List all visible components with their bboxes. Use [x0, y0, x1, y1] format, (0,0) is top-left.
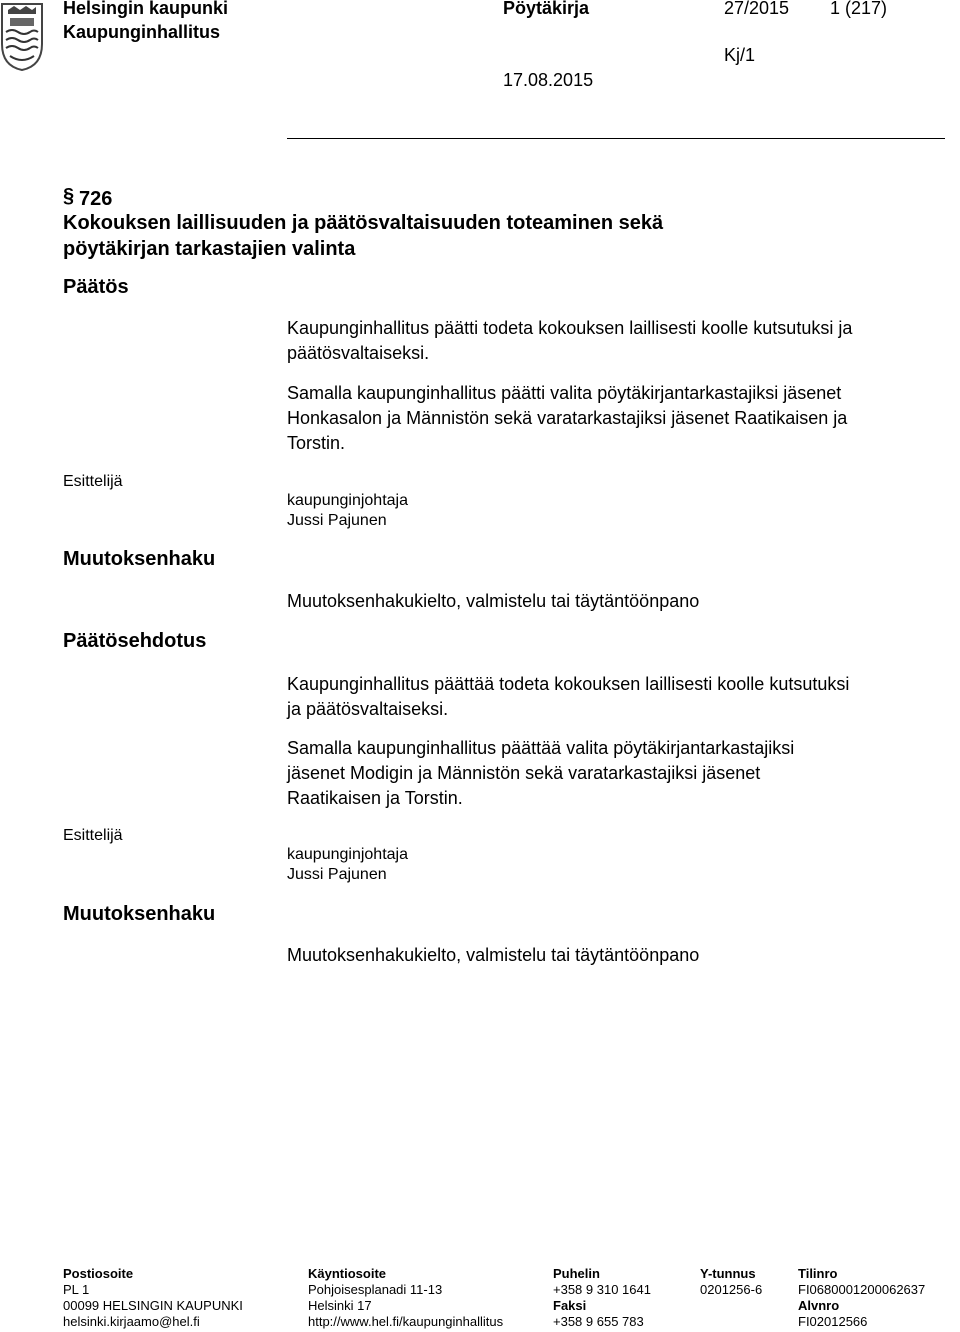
city-crest-logo [0, 0, 44, 72]
item-title-line1: Kokouksen laillisuuden ja päätösvaltaisuuden toteaminen sekä [63, 212, 664, 234]
footer-vat-number: FI02012566 [798, 1314, 868, 1329]
decision-para2-line2: Honkasalon ja Männistön sekä varatarkastajiksi jäsenet Raatikaisen ja [287, 408, 848, 428]
section-mark-icon: § [63, 185, 75, 207]
footer-phone-number: +358 9 310 1641 [553, 1282, 651, 1297]
decision-appeal-label: Muutoksenhaku [63, 548, 216, 570]
proposal-para2-line2: jäsenet Modigin ja Männistön sekä varatarkastajiksi jäsenet [287, 763, 761, 783]
footer-postal-line2: 00099 HELSINGIN KAUPUNKI [63, 1298, 243, 1313]
footer-account-number: FI0680001200062637 [798, 1282, 926, 1297]
decision-para2-line1: Samalla kaupunginhallitus päätti valita pöytäkirjantarkastajiksi jäsenet [287, 383, 842, 403]
footer-postal-heading: Postiosoite [63, 1266, 134, 1281]
footer-vat-heading: Alvnro [798, 1298, 840, 1313]
decision-para1-line1: Kaupunginhallitus päätti todeta kokouksen laillisesti koolle kutsutuksi ja [287, 318, 853, 338]
proposal-presenter-name: Jussi Pajunen [287, 866, 387, 883]
footer-email-link[interactable]: helsinki.kirjaamo@hel.fi [63, 1314, 200, 1329]
footer-ytunnus-value: 0201256-6 [700, 1282, 763, 1297]
footer-visit-line1: Pohjoisesplanadi 11-13 [308, 1282, 443, 1297]
decision-para2-line3: Torstin. [287, 433, 346, 453]
proposal-label: Päätösehdotus [63, 630, 207, 652]
decision-presenter-title: kaupunginjohtaja [287, 492, 408, 509]
footer-postal-line1: PL 1 [63, 1282, 90, 1297]
proposal-appeal-label: Muutoksenhaku [63, 903, 216, 925]
footer-phone-heading: Puhelin [553, 1266, 600, 1281]
footer-fax-number: +358 9 655 783 [553, 1314, 644, 1329]
helsinki-crest-icon [0, 0, 44, 72]
decision-presenter-name: Jussi Pajunen [287, 512, 387, 529]
footer-account-heading: Tilinro [798, 1266, 838, 1281]
proposal-para1-line1: Kaupunginhallitus päättää todeta kokouksen laillisesti koolle kutsutuksi [287, 674, 850, 694]
proposal-para1-line2: ja päätösvaltaiseksi. [287, 699, 449, 719]
footer-fax-heading: Faksi [553, 1298, 587, 1313]
section-code: Kj/1 [724, 45, 756, 65]
page-info: 1 (217) [830, 0, 888, 18]
org-name: Helsingin kaupunki [63, 0, 229, 18]
proposal-para2-line1: Samalla kaupunginhallitus päättää valita pöytäkirjantarkastajiksi [287, 738, 795, 758]
footer-ytunnus-heading: Y-tunnus [700, 1266, 756, 1281]
footer-visit-heading: Käyntiosoite [308, 1266, 387, 1281]
doc-date: 17.08.2015 [503, 70, 594, 90]
decision-para1-line2: päätösvaltaiseksi. [287, 343, 430, 363]
proposal-appeal-text: Muutoksenhakukielto, valmistelu tai täytäntöönpano [287, 945, 700, 965]
item-title-line2: pöytäkirjan tarkastajien valinta [63, 238, 356, 260]
proposal-para2-line3: Raatikaisen ja Torstin. [287, 788, 463, 808]
doc-number: 27/2015 [724, 0, 790, 18]
footer-website-link[interactable]: http://www.hel.fi/kaupunginhallitus [308, 1314, 504, 1329]
proposal-presenter-title: kaupunginjohtaja [287, 846, 408, 863]
doc-type: Pöytäkirja [503, 0, 590, 18]
footer-visit-line2: Helsinki 17 [308, 1298, 372, 1313]
org-body: Kaupunginhallitus [63, 22, 220, 42]
decision-appeal-text: Muutoksenhakukielto, valmistelu tai täytäntöönpano [287, 591, 700, 611]
decision-label: Päätös [63, 276, 129, 298]
proposal-presenter-label: Esittelijä [63, 827, 123, 844]
item-number: 726 [79, 188, 113, 210]
decision-presenter-label: Esittelijä [63, 473, 123, 490]
header-divider [287, 138, 945, 139]
